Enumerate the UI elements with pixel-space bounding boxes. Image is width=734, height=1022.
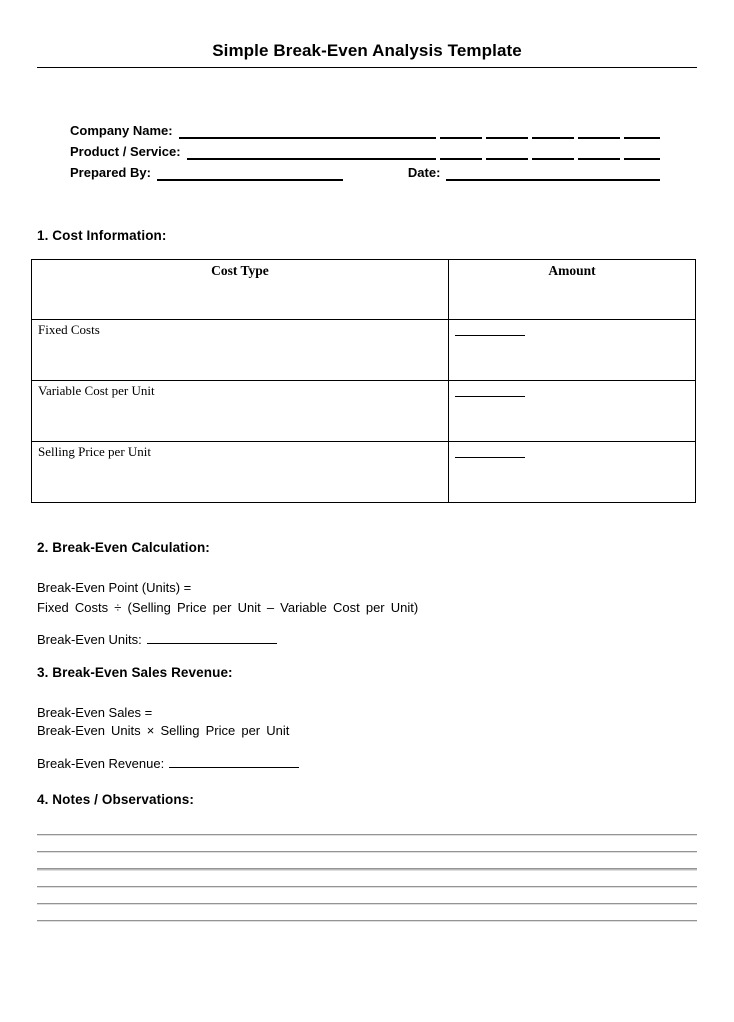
notes-ruled-line [37,903,697,905]
table-row [32,320,696,381]
notes-ruled-line [37,920,697,922]
amount-cell [449,442,696,503]
notes-ruled-line [37,834,697,836]
date-blank [446,179,660,181]
amount-blank [455,324,525,336]
company-name-row [70,120,660,141]
break-even-revenue-label: Break-Even Revenue: [37,756,165,771]
notes-ruled-line [37,868,697,870]
prepared-by-label: Prepared By: [70,165,151,180]
cost-type-cell-fixed-costs: Fixed Costs [32,320,449,381]
header-fields [70,120,660,183]
column-header-cost-type: Cost Type [32,260,449,320]
notes-lines [37,834,697,922]
title-divider [37,67,697,68]
break-even-units-row [37,630,697,650]
notes-ruled-line [37,851,697,853]
company-name-label: Company Name: [70,123,173,138]
product-service-row [70,141,660,162]
cost-information-table [31,259,696,503]
section-heading-break-even-calculation: 2. Break-Even Calculation: [37,540,210,555]
break-even-sales-formula [37,704,697,740]
formula-line-2: Fixed Costs ÷ (Selling Price per Unit – Variable Cost per Unit) [37,600,419,615]
field-spacer [343,162,408,183]
table-row [32,442,696,503]
break-even-revenue-row [37,754,697,774]
company-name-blank-segments [436,137,660,139]
product-service-blank-segments [436,158,660,160]
formula-line-1: Break-Even Sales = [37,705,153,720]
cost-type-cell-selling-price: Selling Price per Unit [32,442,449,503]
column-header-amount: Amount [449,260,696,320]
amount-blank [455,385,525,397]
product-service-label: Product / Service: [70,144,181,159]
amount-cell [449,381,696,442]
section-heading-cost-information: 1. Cost Information: [37,228,167,243]
break-even-formula [37,578,697,618]
cost-type-cell-variable-cost: Variable Cost per Unit [32,381,449,442]
table-header-row [32,260,696,320]
prepared-by-blank [157,179,343,181]
company-name-blank [179,137,436,139]
formula-line-2: Break-Even Units × Selling Price per Unit [37,723,290,738]
prepared-date-row [70,162,660,183]
section-heading-break-even-sales-revenue: 3. Break-Even Sales Revenue: [37,665,233,680]
amount-blank [455,446,525,458]
table-row [32,381,696,442]
notes-ruled-line [37,886,697,888]
date-label: Date: [407,165,441,180]
break-even-units-label: Break-Even Units: [37,632,142,647]
break-even-revenue-blank [169,756,299,768]
amount-cell [449,320,696,381]
product-service-blank [187,158,436,160]
formula-line-1: Break-Even Point (Units) = [37,580,192,595]
section-heading-notes-observations: 4. Notes / Observations: [37,792,194,807]
break-even-units-blank [147,632,277,644]
page-title: Simple Break-Even Analysis Template [212,41,522,60]
